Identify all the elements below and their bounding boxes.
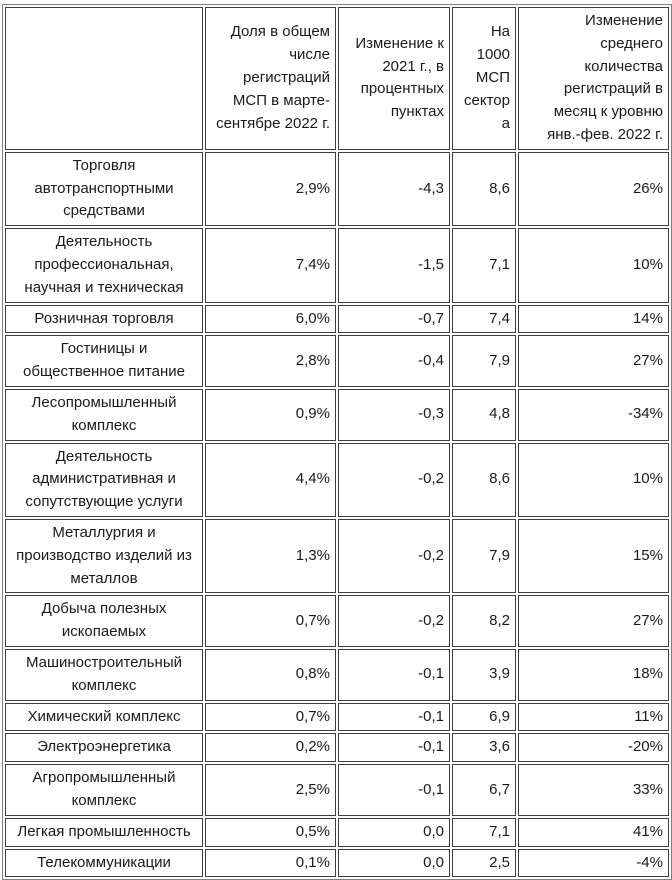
share-cell: 2,8% — [205, 335, 336, 387]
share-cell: 1,3% — [205, 519, 336, 593]
sector-cell: Химический комплекс — [5, 703, 203, 732]
avg-change-cell: 14% — [518, 305, 669, 334]
sector-cell: Агропромышленный комплекс — [5, 764, 203, 816]
table-row — [5, 764, 669, 816]
sector-cell: Телекоммуникации — [5, 849, 203, 878]
table-row — [5, 389, 669, 441]
table-row — [5, 335, 669, 387]
header-share: Доля в общем числе регистраций МСП в марте-сентябре 2022 г. — [205, 7, 336, 150]
change-pp-cell: -0,1 — [338, 649, 450, 701]
share-cell: 7,4% — [205, 228, 336, 302]
sector-cell: Добыча полезных ископаемых — [5, 595, 203, 647]
sector-cell: Гостиницы и общественное питание — [5, 335, 203, 387]
change-pp-cell: -0,3 — [338, 389, 450, 441]
per-1000-cell: 4,8 — [452, 389, 516, 441]
change-pp-cell: -0,2 — [338, 595, 450, 647]
per-1000-cell: 7,9 — [452, 335, 516, 387]
change-pp-cell: -0,2 — [338, 519, 450, 593]
per-1000-cell: 6,7 — [452, 764, 516, 816]
header-per-1000: На 1000 МСП сектора — [452, 7, 516, 150]
share-cell: 0,2% — [205, 733, 336, 762]
sector-cell: Деятельность профессиональная, научная и техническая — [5, 228, 203, 302]
share-cell: 4,4% — [205, 443, 336, 517]
header-empty — [5, 7, 203, 150]
per-1000-cell: 3,9 — [452, 649, 516, 701]
avg-change-cell: 18% — [518, 649, 669, 701]
avg-change-cell: 27% — [518, 335, 669, 387]
sector-cell: Лесопромышленный комплекс — [5, 389, 203, 441]
change-pp-cell: -1,5 — [338, 228, 450, 302]
per-1000-cell: 7,1 — [452, 818, 516, 847]
msp-registrations-table — [2, 4, 672, 880]
avg-change-cell: 33% — [518, 764, 669, 816]
per-1000-cell: 7,1 — [452, 228, 516, 302]
table-row — [5, 519, 669, 593]
share-cell: 2,9% — [205, 152, 336, 226]
per-1000-cell: 6,9 — [452, 703, 516, 732]
avg-change-cell: 10% — [518, 443, 669, 517]
per-1000-cell: 7,4 — [452, 305, 516, 334]
share-cell: 2,5% — [205, 764, 336, 816]
sector-cell: Торговля автотранспортными средствами — [5, 152, 203, 226]
sector-cell: Металлургия и производство изделий из металлов — [5, 519, 203, 593]
table-row — [5, 228, 669, 302]
per-1000-cell: 8,6 — [452, 152, 516, 226]
avg-change-cell: -4% — [518, 849, 669, 878]
table-row — [5, 733, 669, 762]
avg-change-cell: 10% — [518, 228, 669, 302]
per-1000-cell: 7,9 — [452, 519, 516, 593]
table-row — [5, 649, 669, 701]
per-1000-cell: 8,6 — [452, 443, 516, 517]
table-row — [5, 849, 669, 878]
avg-change-cell: 11% — [518, 703, 669, 732]
change-pp-cell: -0,7 — [338, 305, 450, 334]
avg-change-cell: -34% — [518, 389, 669, 441]
avg-change-cell: 41% — [518, 818, 669, 847]
share-cell: 0,5% — [205, 818, 336, 847]
share-cell: 0,1% — [205, 849, 336, 878]
table-row — [5, 595, 669, 647]
per-1000-cell: 3,6 — [452, 733, 516, 762]
sector-cell: Деятельность административная и сопутствующие услуги — [5, 443, 203, 517]
change-pp-cell: -0,1 — [338, 764, 450, 816]
table-row — [5, 152, 669, 226]
share-cell: 0,9% — [205, 389, 336, 441]
header-change-pp: Изменение к 2021 г., в процентных пунктах — [338, 7, 450, 150]
table-row — [5, 305, 669, 334]
sector-cell: Розничная торговля — [5, 305, 203, 334]
sector-cell: Машиностроительный комплекс — [5, 649, 203, 701]
avg-change-cell: -20% — [518, 733, 669, 762]
change-pp-cell: -0,2 — [338, 443, 450, 517]
avg-change-cell: 15% — [518, 519, 669, 593]
share-cell: 0,7% — [205, 595, 336, 647]
change-pp-cell: -0,1 — [338, 703, 450, 732]
change-pp-cell: 0,0 — [338, 818, 450, 847]
table-row — [5, 818, 669, 847]
table-row — [5, 703, 669, 732]
share-cell: 0,8% — [205, 649, 336, 701]
change-pp-cell: -0,4 — [338, 335, 450, 387]
share-cell: 6,0% — [205, 305, 336, 334]
change-pp-cell: 0,0 — [338, 849, 450, 878]
per-1000-cell: 2,5 — [452, 849, 516, 878]
change-pp-cell: -0,1 — [338, 733, 450, 762]
avg-change-cell: 27% — [518, 595, 669, 647]
header-row — [5, 7, 669, 150]
change-pp-cell: -4,3 — [338, 152, 450, 226]
per-1000-cell: 8,2 — [452, 595, 516, 647]
table-row — [5, 443, 669, 517]
share-cell: 0,7% — [205, 703, 336, 732]
header-avg-change: Изменение среднего количества регистраций в месяц к уровню янв.-фев. 2022 г. — [518, 7, 669, 150]
sector-cell: Легкая промышленность — [5, 818, 203, 847]
avg-change-cell: 26% — [518, 152, 669, 226]
sector-cell: Электроэнергетика — [5, 733, 203, 762]
